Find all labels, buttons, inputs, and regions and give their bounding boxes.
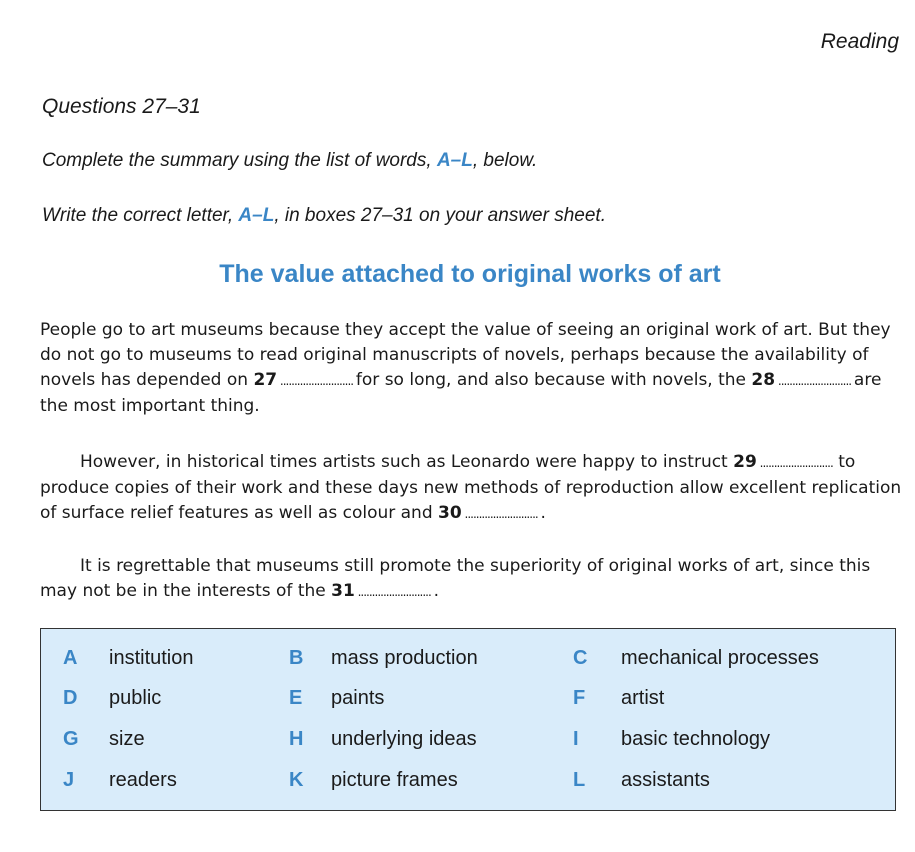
letter-range: A–L — [436, 150, 473, 171]
option-letter: D — [63, 687, 78, 709]
answer-gap-28[interactable]: .......................... — [775, 374, 854, 388]
instruction-text: , in boxes 27–31 on your answer sheet. — [274, 205, 606, 226]
paragraph-text: . — [433, 581, 440, 601]
paragraph-text: are the most important thing. — [40, 370, 882, 416]
paragraph-text: However, in historical times artists such as Leonardo were happy to instruct — [80, 452, 734, 472]
option-word: basic technology — [621, 728, 770, 750]
option-word: mass production — [331, 647, 478, 669]
option-word: picture frames — [331, 769, 458, 791]
paragraph-text: . — [540, 503, 546, 523]
answer-gap-30[interactable]: .......................... — [461, 507, 541, 521]
option-word: institution — [109, 647, 194, 669]
questions-title: Questions 27–31 — [42, 95, 201, 118]
gap-number-29: 29 — [733, 452, 757, 472]
option-letter: I — [573, 728, 579, 750]
summary-paragraph-1 — [40, 318, 910, 419]
answer-gap-27[interactable]: .......................... — [277, 374, 356, 388]
gap-number-31: 31 — [331, 581, 355, 601]
option-letter: F — [573, 687, 586, 709]
summary-title: The value attached to original works of art — [219, 260, 721, 288]
option-letter: L — [573, 769, 586, 791]
paragraph-text: for so long, and also because with novels, the — [355, 370, 752, 390]
paragraph-text: People go to art museums because they accept the value of seeing an original work of art. But they do not go to museums to read original manuscripts of novels, perhaps because the availability of novels has depended on — [40, 320, 891, 390]
option-letter: C — [573, 647, 588, 669]
option-word: artist — [621, 687, 665, 709]
option-word: public — [109, 687, 162, 709]
instruction-text: Complete the summary using the list of words, — [42, 150, 437, 171]
instruction-write-letter — [42, 205, 606, 227]
option-word: readers — [109, 769, 177, 791]
option-word: assistants — [621, 769, 710, 791]
option-letter: J — [63, 769, 75, 791]
letter-range: A–L — [238, 205, 275, 226]
option-letter: B — [289, 647, 304, 669]
option-letter: A — [63, 647, 78, 669]
option-word: size — [109, 728, 145, 750]
section-header: Reading — [820, 30, 899, 53]
option-word: mechanical processes — [621, 647, 819, 669]
summary-paragraph-3 — [40, 554, 910, 605]
option-letter: H — [289, 728, 304, 750]
answer-gap-29[interactable]: .......................... — [756, 456, 833, 470]
word-list-box — [40, 628, 896, 811]
option-letter: K — [289, 769, 304, 791]
gap-number-30: 30 — [438, 503, 462, 523]
paragraph-text: to produce copies of their work and these days new methods of reproduction allow excellent replication of surface relief features as well as colour and — [40, 452, 902, 523]
summary-paragraph-2 — [40, 450, 910, 527]
gap-number-27: 27 — [253, 370, 278, 390]
answer-gap-31[interactable]: .......................... — [354, 585, 434, 599]
instruction-text: Write the correct letter, — [42, 205, 239, 226]
instruction-complete-summary — [42, 150, 537, 172]
gap-number-28: 28 — [751, 370, 776, 390]
paragraph-text: It is regrettable that museums still promote the superiority of original works of art, since this may not be in the interests of the — [40, 556, 871, 601]
option-word: underlying ideas — [331, 728, 477, 750]
option-word: paints — [331, 687, 385, 709]
option-letter: E — [289, 687, 303, 709]
option-letter: G — [63, 728, 79, 750]
instruction-text: , below. — [472, 150, 538, 171]
